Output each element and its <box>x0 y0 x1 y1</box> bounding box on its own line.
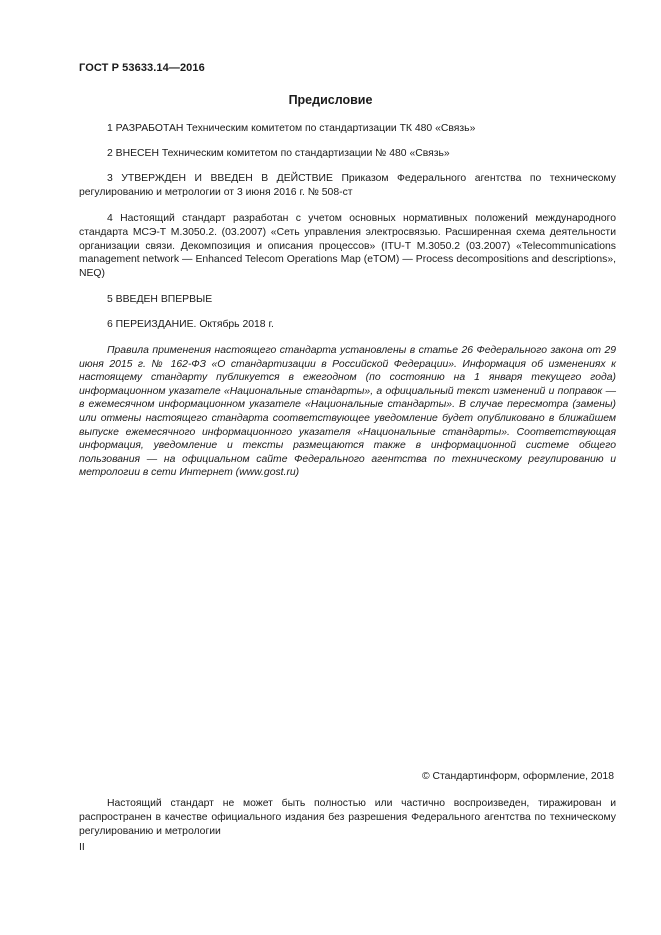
copyright-line: © Стандартинформ, оформление, 2018 <box>421 771 614 782</box>
preface-item-2: 2 ВНЕСЕН Техническим комитетом по стандартизации № 480 «Связь» <box>107 148 450 159</box>
preface-item-1: 1 РАЗРАБОТАН Техническим комитетом по стандартизации ТК 480 «Связь» <box>107 123 476 134</box>
page-number: II <box>79 842 85 853</box>
standard-application-notice: Правила применения настоящего стандарта установлены в статье 26 Федерального закона от 29 июня 2015 г. № 162-ФЗ «О стандартизации в Российской Федерации». Информация об изменениях к настоящему стандарту публикуется в ежегодном (по состоянию на 1 января текущего года) информационном указателе «Национальные стандарты», а официальный текст изменений и поправок — в ежемесячном информационном указателе «Национальные стандарты». В случае пересмотра (замены) или отмены настоящего стандарта соответствующее уведомление будет опубликовано в ближайшем выпуске ежемесячного информационного указателя «Национальные стандарты». Соответствующая информация, уведомление и тексты размещаются также в информационной системе общего пользования — на официальном сайте Федерального агентства по техническому регулированию и метрологии в сети Интернет (www.gost.ru) <box>79 345 616 479</box>
document-code-header: ГОСТ Р 53633.14—2016 <box>79 62 205 74</box>
preface-item-5: 5 ВВЕДЕН ВПЕРВЫЕ <box>107 294 213 305</box>
preface-title: Предисловие <box>288 93 373 107</box>
preface-item-3: 3 УТВЕРЖДЕН И ВВЕДЕН В ДЕЙСТВИЕ Приказом Федерального агентства по техническому регулированию и метрологии от 3 июня 2016 г. № 508-ст <box>79 173 616 198</box>
reproduction-notice: Настоящий стандарт не может быть полностью или частично воспроизведен, тиражирован и распространен в качестве официального издания без разрешения Федерального агентства по техническому регулированию и метрологии <box>79 798 616 837</box>
preface-item-4: 4 Настоящий стандарт разработан с учетом основных нормативных положений международного стандарта МСЭ-Т М.3050.2. (03.2007) «Сеть управления электросвязью. Расширенная схема деятельности организации связи. Декомпозиция и описания процессов» (ITU-T M.3050.2 (03.2007) «Telecommunications management network — Enhanced Telecom Operations Map (eTOM) — Process decompositions and descriptions», NEQ) <box>79 213 616 280</box>
preface-item-6: 6 ПЕРЕИЗДАНИЕ. Октябрь 2018 г. <box>107 319 274 330</box>
